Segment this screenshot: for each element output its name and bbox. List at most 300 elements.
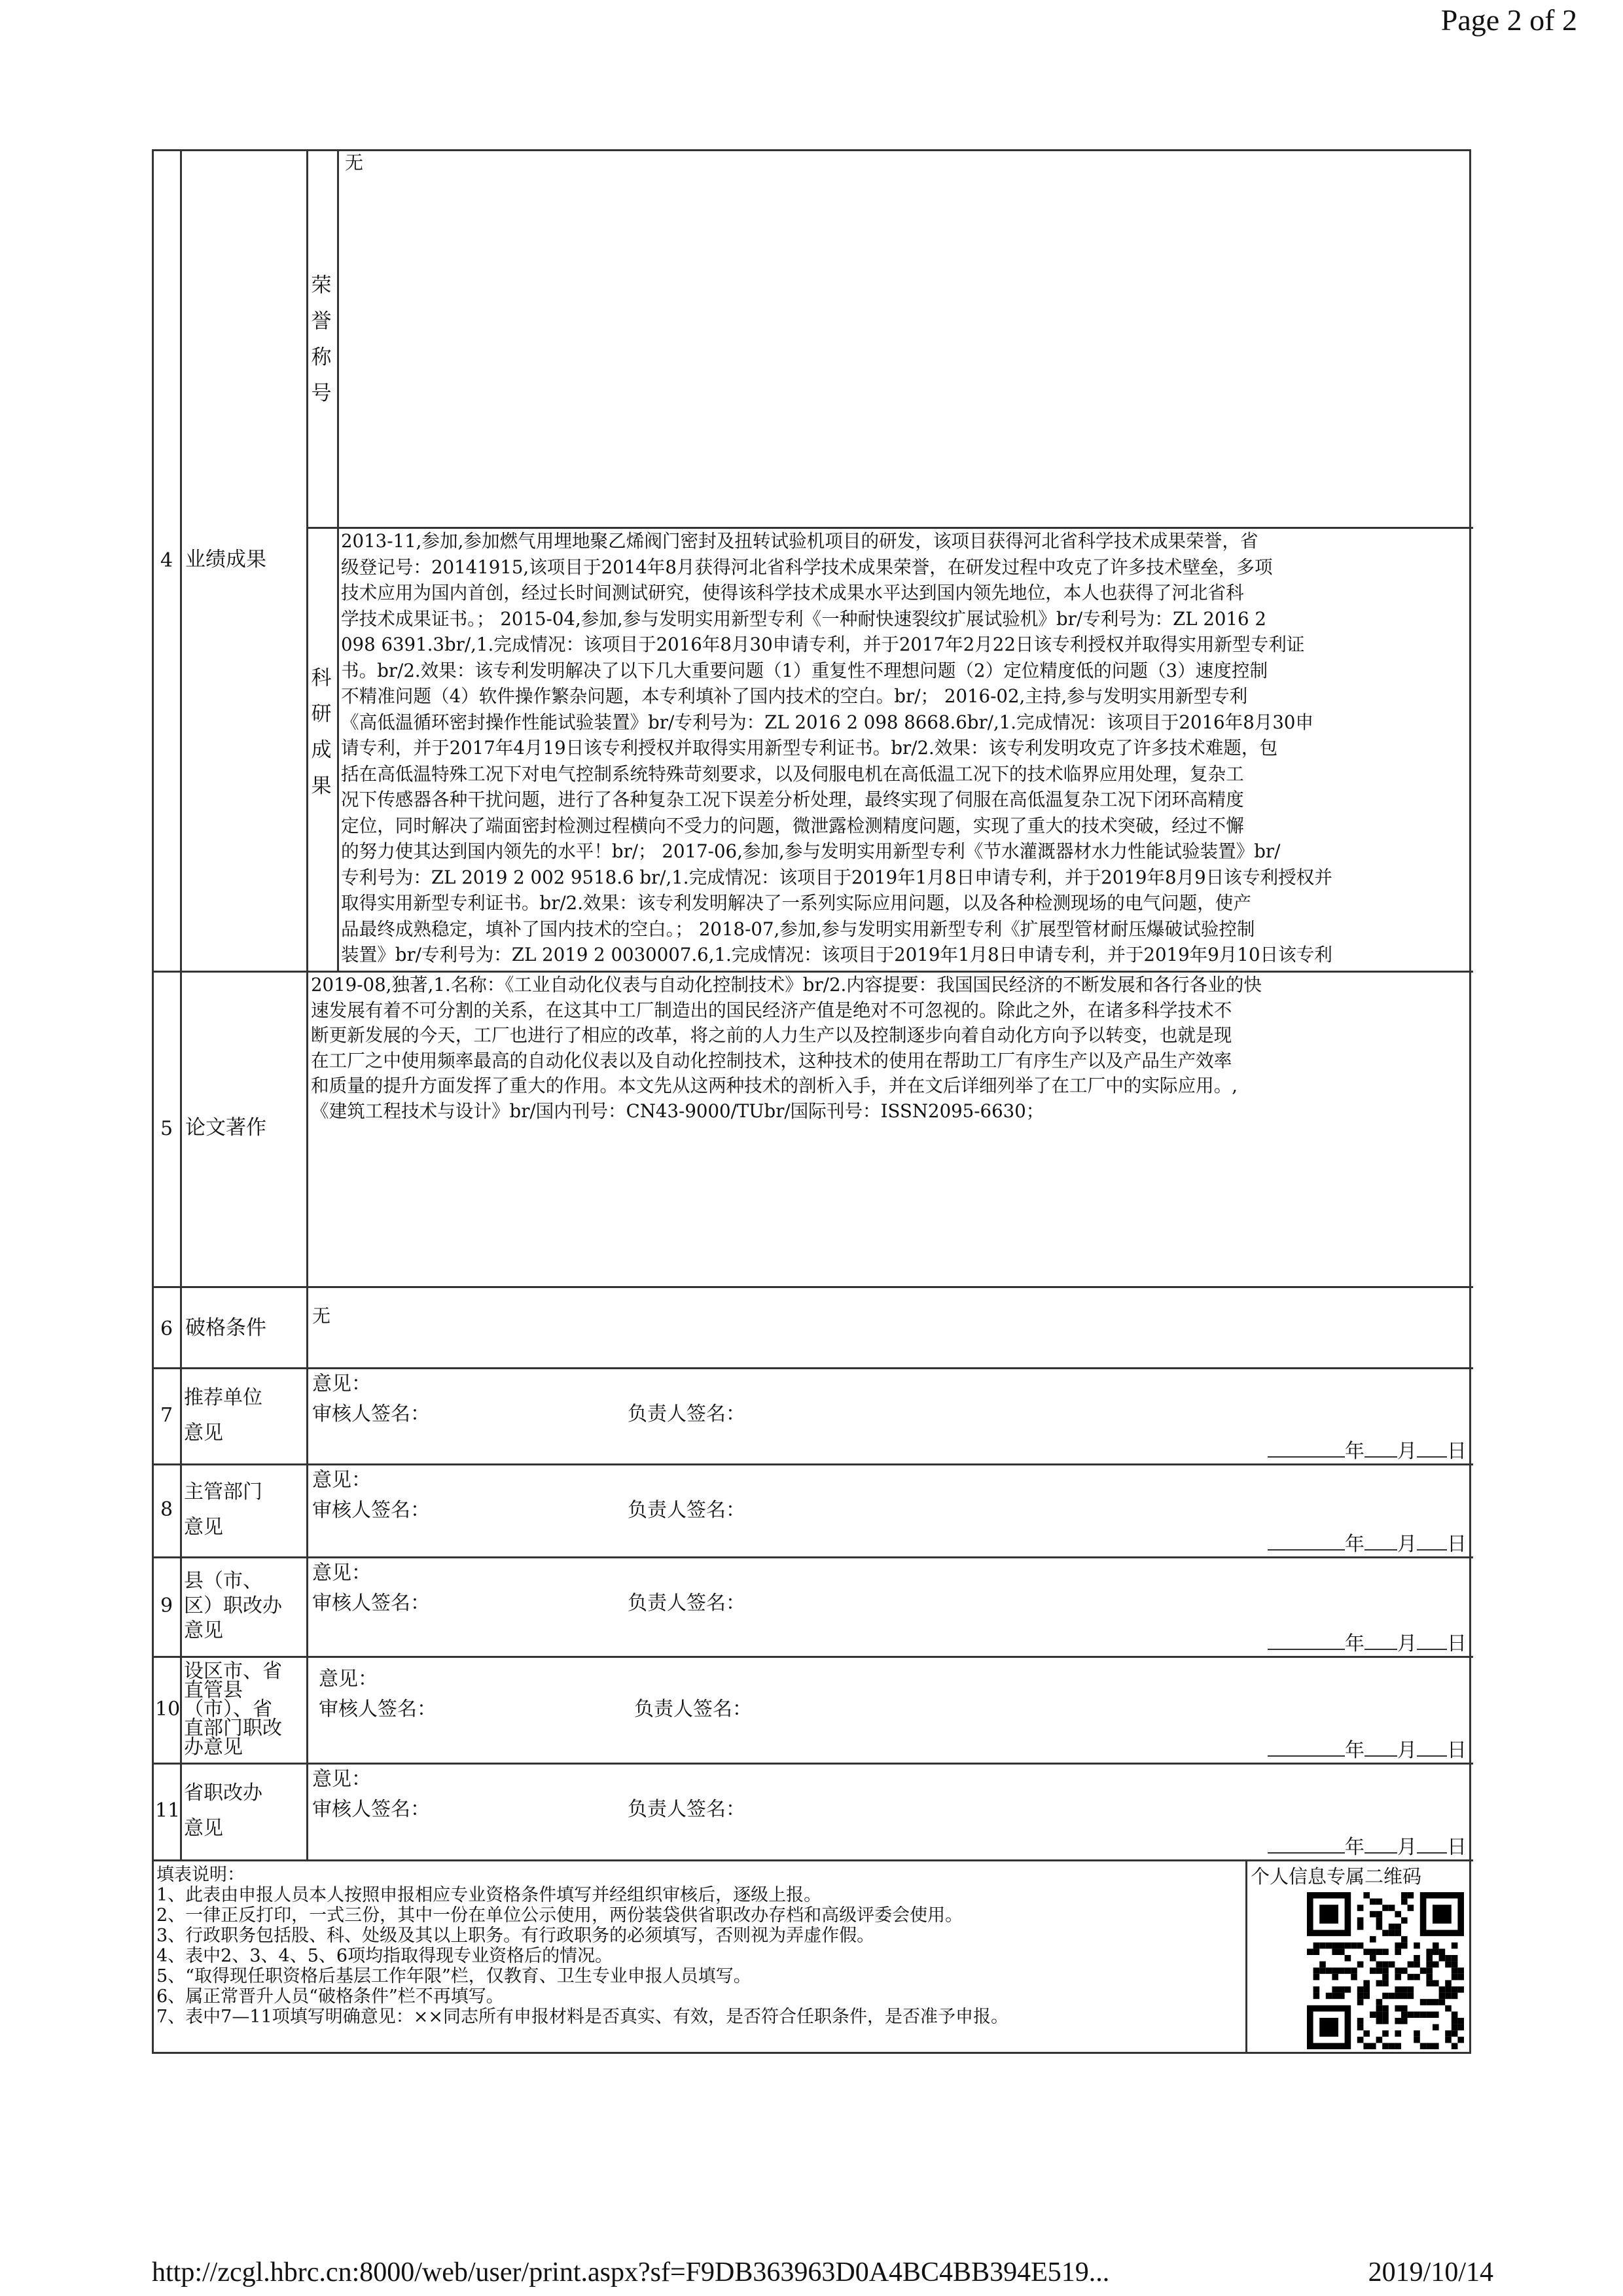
text-line: 2019-08,独著,1.名称：《工业自动化仪表与自动化控制技术》br/2.内容提要：我国国民经济的不断发展和各行各业的快 (311, 974, 1262, 996)
text-line: 的努力使其达到国内领先的水平！br/； 2017-06,参加,参与发明实用新型专利《节水灌溉器材水力性能试验装置》br/ (341, 840, 1281, 862)
qr-module (1338, 1986, 1345, 1993)
date-blank (1417, 1834, 1447, 1854)
row-label (184, 1475, 306, 1545)
date-year-label: 年 (1345, 1533, 1364, 1556)
date-year-label: 年 (1345, 1632, 1364, 1655)
row-number: 7 (160, 1403, 173, 1427)
text-line: 不精准问题（4）软件操作繁杂问题，本专利填补了国内技术的空白。br/； 2016-02,主持,参与发明实用新型专利 (341, 685, 1248, 707)
qr-module (1326, 1967, 1332, 1974)
opinion-label: 意见： (312, 1469, 371, 1492)
row-label (184, 1569, 306, 1643)
qr-module (1445, 2005, 1452, 2012)
qr-module (1408, 1974, 1414, 1981)
qr-module (1389, 1993, 1395, 2000)
qr-module (1376, 1962, 1383, 1968)
qr-module (1313, 1948, 1320, 1955)
row-number: 10 (155, 1697, 181, 1721)
date-year-label: 年 (1345, 1836, 1364, 1859)
application-form-table (152, 149, 1471, 2054)
row-label-exception: 破格条件 (185, 1316, 266, 1340)
text-line: 取得实用新型专利证书。br/2.效果：该专利发明解决了一系列实际应用问题，以及各种检测现场的电气问题，使产 (341, 892, 1251, 914)
qr-module (1452, 2043, 1458, 2049)
qr-module (1401, 1993, 1408, 2000)
qr-module (1389, 1905, 1395, 1911)
honors-content: 无 (345, 152, 364, 173)
qr-module (1382, 2043, 1389, 2049)
qr-module (1395, 1974, 1401, 1981)
qr-module (1457, 1967, 1464, 1974)
qr-module (1382, 2005, 1389, 2012)
date-blank (1364, 1531, 1397, 1551)
qr-module (1345, 1967, 1351, 1974)
row-label-line: 区）职改办 (184, 1594, 282, 1617)
qr-module (1332, 1967, 1338, 1974)
date-blank (1268, 1531, 1345, 1551)
date-month-label: 月 (1397, 1632, 1417, 1655)
qr-module (1382, 2018, 1389, 2024)
opinion-label: 意见： (312, 1372, 371, 1395)
qr-module (1433, 1980, 1439, 1986)
qr-module (1414, 2030, 1420, 2037)
instruction-item: 2、一律正反打印，一式三份，其中一份在单位公示使用，两份装袋供省职改办存档和高级评委会使用。 (156, 1905, 963, 1926)
qr-module (1382, 1993, 1389, 2000)
qr-module (1401, 1936, 1408, 1943)
qr-module (1376, 1924, 1383, 1930)
instructions (156, 1865, 1243, 2027)
opinion-label: 意见： (312, 1768, 371, 1791)
qr-module (1401, 1943, 1408, 1949)
qr-module (1395, 2043, 1401, 2049)
leader-signature-label: 负责人签名： (628, 1403, 745, 1426)
qr-module (1376, 2018, 1383, 2024)
row-label-line: 意见 (184, 1619, 223, 1642)
qr-finder (1433, 1905, 1452, 1924)
text-line: 在工厂之中使用频率最高的自动化仪表以及自动化控制技术，这种技术的使用在帮助工厂有序生产以及产品生产效率 (311, 1049, 1232, 1071)
qr-module (1332, 1948, 1338, 1955)
date-blank (1268, 1438, 1345, 1458)
row-number: 5 (160, 1117, 173, 1140)
qr-module (1389, 1930, 1395, 1937)
row-label-line: 意见 (184, 1817, 223, 1840)
qr-module (1357, 1924, 1364, 1930)
qr-module (1357, 1962, 1364, 1968)
instruction-item: 7、表中7—11项填写明确意见：××同志所有申报材料是否真实、有效，是否符合任职条件，是否准予申报。 (156, 2007, 1008, 2027)
date-blank (1364, 1834, 1397, 1854)
qr-module (1382, 1948, 1389, 1955)
leader-signature-label: 负责人签名： (628, 1499, 745, 1522)
qr-module (1452, 1962, 1458, 1968)
qr-module (1452, 1993, 1458, 2000)
row-label-line: 推荐单位 (184, 1386, 262, 1409)
date-blank (1417, 1630, 1447, 1650)
reviewer-signature-label: 审核人签名： (319, 1698, 437, 1721)
qr-module (1338, 1943, 1345, 1949)
date-day-label: 日 (1447, 1533, 1467, 1556)
qr-finder (1319, 2018, 1338, 2037)
qr-module (1332, 1993, 1338, 2000)
date-blank (1417, 1531, 1447, 1551)
qr-module (1414, 2037, 1420, 2043)
instructions-title: 填表说明： (156, 1865, 245, 1885)
qr-module (1370, 1967, 1376, 1974)
qr-module (1445, 2037, 1452, 2043)
date-year-label: 年 (1345, 1440, 1364, 1463)
research-content (341, 528, 1468, 969)
instruction-item: 4、表中2、3、4、5、6项均指取得现专业资格后的情况。 (156, 1946, 613, 1966)
qr-module (1313, 1993, 1320, 2000)
qr-module (1313, 1974, 1320, 1981)
qr-module (1401, 1917, 1408, 1924)
qr-module (1382, 1962, 1389, 1968)
text-line: 请专利，并于2017年4月19日该专利授权并取得实用新型专利证书。br/2.效果：该专利发明攻克了许多技术难题，包 (341, 737, 1278, 759)
date-line (1268, 1528, 1467, 1556)
date-blank (1268, 1834, 1345, 1854)
date-blank (1364, 1630, 1397, 1650)
qr-module (1433, 1962, 1439, 1968)
footer-url: http://zcgl.hbrc.cn:8000/web/user/print.aspx?sf=F9DB363963D0A4BC4BB394E519... (152, 2257, 1110, 2287)
row-divider-5 (154, 1286, 1473, 1288)
qr-module (1457, 2018, 1464, 2024)
row-number: 9 (160, 1594, 173, 1617)
text-line: 098 6391.3br/,1.完成情况：该项目于2016年8月30申请专利，并于2017年2月22日该专利授权并取得实用新型专利证 (341, 634, 1305, 655)
qr-module (1414, 1962, 1420, 1968)
qr-module (1376, 1967, 1383, 1974)
date-line (1268, 1734, 1467, 1763)
date-line (1268, 1831, 1467, 1859)
qr-module (1401, 1892, 1408, 1899)
qr-module (1452, 1943, 1458, 1949)
qr-module (1395, 1993, 1401, 2000)
qr-module (1332, 1943, 1338, 1949)
qr-module (1395, 2018, 1401, 2024)
qr-module (1414, 1943, 1420, 1949)
qr-module (1439, 1999, 1446, 2005)
date-day-label: 日 (1447, 1739, 1467, 1762)
qr-module (1338, 1993, 1345, 2000)
text-line: 专利号为：ZL 2019 2 002 9518.6 br/,1.完成情况：该项目于2019年1月8日申请专利，并于2019年8月9日该专利授权并 (341, 866, 1332, 888)
date-month-label: 月 (1397, 1440, 1417, 1463)
qr-module (1319, 1962, 1326, 1968)
qr-module (1338, 1948, 1345, 1955)
date-month-label: 月 (1397, 1739, 1417, 1762)
date-blank (1268, 1630, 1345, 1650)
qr-module (1376, 2005, 1383, 2012)
col-divider-label (306, 971, 308, 1859)
qr-module (1395, 1911, 1401, 1918)
qr-module (1395, 1930, 1401, 1937)
qr-module (1445, 2030, 1452, 2037)
qr-module (1445, 1986, 1452, 1993)
qr-module (1426, 1967, 1433, 1974)
qr-module (1395, 1986, 1401, 1993)
qr-module (1370, 1955, 1376, 1962)
date-blank (1364, 1737, 1397, 1757)
qr-module (1433, 1943, 1439, 1949)
qr-module (1408, 2011, 1414, 2018)
qr-module (1414, 2011, 1420, 2018)
qr-module (1338, 1967, 1345, 1974)
qr-module (1319, 1943, 1326, 1949)
qr-module (1345, 1943, 1351, 1949)
qr-module (1433, 2024, 1439, 2031)
row-number: 11 (155, 1799, 181, 1822)
date-blank (1268, 1737, 1345, 1757)
qr-module (1357, 1986, 1364, 1993)
opinion-label: 意见： (312, 1562, 371, 1585)
qr-module (1345, 1986, 1351, 1993)
qr-module (1433, 1999, 1439, 2005)
qr-module (1420, 2043, 1427, 2049)
date-day-label: 日 (1447, 1440, 1467, 1463)
qr-module (1439, 1993, 1446, 2000)
qr-module (1414, 1955, 1420, 1962)
qr-module (1357, 1917, 1364, 1924)
qr-module (1370, 2043, 1376, 2049)
qr-module (1401, 2005, 1408, 2012)
qr-module (1452, 1955, 1458, 1962)
qr-module (1420, 1967, 1427, 1974)
qr-module (1395, 2005, 1401, 2012)
text-line: 2013-11,参加,参加燃气用埋地聚乙烯阀门密封及扭转试验机项目的研发，该项目获得河北省科学技术成果荣誉，省 (341, 530, 1258, 552)
qr-module (1313, 1943, 1320, 1949)
qr-module (1457, 2024, 1464, 2031)
qr-module (1357, 1943, 1364, 1949)
qr-module (1408, 1986, 1414, 1993)
qr-module (1326, 1993, 1332, 2000)
qr-module (1382, 1930, 1389, 1937)
text-line: 定位，同时解决了端面密封检测过程横向不受力的问题，微泄露检测精度问题，实现了重大的技术突破，经过不懈 (341, 814, 1244, 836)
qr-module (1439, 1948, 1446, 1955)
qr-module (1382, 1974, 1389, 1981)
qr-module (1420, 2011, 1427, 2018)
qr-module (1395, 1943, 1401, 1949)
qr-module (1452, 2018, 1458, 2024)
qr-module (1426, 2043, 1433, 2049)
qr-module (1420, 1999, 1427, 2005)
qr-module (1363, 1892, 1370, 1899)
qr-module (1457, 1974, 1464, 1981)
text-line: 速发展有着不可分割的关系，在这其中工厂制造出的国民经济产值是绝对不可忽视的。除此之外，在诸多科学技术不 (311, 999, 1232, 1021)
qr-module (1414, 1974, 1420, 1981)
qr-module (1452, 1974, 1458, 1981)
date-day-label: 日 (1447, 1632, 1467, 1655)
qr-module (1395, 1967, 1401, 1974)
qr-module (1382, 1967, 1389, 1974)
qr-module (1382, 2030, 1389, 2037)
qr-module (1357, 2018, 1364, 2024)
qr-module (1408, 1993, 1414, 2000)
date-line (1268, 1435, 1467, 1463)
row-divider-9 (154, 1656, 1473, 1658)
qr-module (1357, 2037, 1364, 2043)
qr-module (1363, 1980, 1370, 1986)
date-day-label: 日 (1447, 1836, 1467, 1859)
qr-finder (1319, 1905, 1338, 1924)
page-number: Page 2 of 2 (1440, 3, 1577, 37)
qr-module (1345, 1955, 1351, 1962)
row-label (184, 1662, 306, 1757)
qr-module (1408, 1905, 1414, 1911)
date-month-label: 月 (1397, 1836, 1417, 1859)
qr-module (1313, 1986, 1320, 1993)
text-line: 书。br/2.效果：该专利发明解决了以下几大重要问题（1）重复性不理想问题（2）定位精度低的问题（3）速度控制 (341, 659, 1268, 681)
row-label-papers: 论文著作 (185, 1116, 266, 1139)
text-line: 断更新发展的今天，工厂也进行了相应的改革，将之前的人力生产以及控制逐步向着自动化方向予以转变，也就是现 (311, 1024, 1232, 1046)
qr-module (1363, 1993, 1370, 2000)
reviewer-signature-label: 审核人签名： (312, 1798, 430, 1821)
qr-module (1376, 2011, 1383, 2018)
row-label-line: 省职改办 (184, 1782, 262, 1804)
text-line: 况下传感器各种干扰问题，进行了各种复杂工况下误差分析处理，最终实现了伺服在高低温复杂工况下闭环高精度 (341, 789, 1244, 810)
text-line: 《高低温循环密封操作性能试验装置》br/专利号为：ZL 2016 2 098 8668.6br/,1.完成情况：该项目于2016年8月30申 (341, 711, 1314, 733)
qr-module (1357, 2024, 1364, 2031)
qr-module (1382, 1980, 1389, 1986)
qr-module (1332, 1974, 1338, 1981)
qr-module (1457, 1986, 1464, 1993)
qr-module (1426, 1955, 1433, 1962)
row-number: 4 (160, 549, 173, 572)
reviewer-signature-label: 审核人签名： (312, 1592, 430, 1615)
qr-module (1382, 1905, 1389, 1911)
qr-module (1319, 1967, 1326, 1974)
row-label-line: 县（市、 (184, 1570, 262, 1592)
qr-module (1370, 1936, 1376, 1943)
qr-module (1401, 1967, 1408, 1974)
qr-module (1401, 2011, 1408, 2018)
qr-module (1370, 1899, 1376, 1905)
qr-module (1363, 2030, 1370, 2037)
qr-module (1408, 1962, 1414, 1968)
qr-module (1426, 2011, 1433, 2018)
text-line: 品最终成熟稳定，填补了国内技术的空白。； 2018-07,参加,参与发明实用新型专利《扩展型管材耐压爆破试验控制 (341, 918, 1255, 940)
text-line: 学技术成果证书。； 2015-04,参加,参与发明实用新型专利《一种耐快速裂纹扩展试验机》br/专利号为：ZL 2016 2 (341, 607, 1266, 630)
text-line: 括在高低温特殊工况下对电气控制系统特殊苛刻要求，以及伺服电机在高低温工况下的技术临界应用处理，复杂工 (341, 762, 1244, 785)
text-line: 和质量的提升方面发挥了重大的作用。本文先从这两种技术的剖析入手，并在文后详细列举了在工厂中的实际应用。, (311, 1075, 1238, 1096)
row-label-line: 直部门职改 (184, 1717, 282, 1740)
qr-module (1376, 2037, 1383, 2043)
date-month-label: 月 (1397, 1533, 1417, 1556)
leader-signature-label: 负责人签名： (634, 1698, 752, 1721)
date-line (1268, 1627, 1467, 1656)
qr-module (1389, 1962, 1395, 1968)
qr-module (1401, 1986, 1408, 1993)
row-label-line: 设区市、省 (184, 1660, 282, 1683)
qr-module (1382, 2011, 1389, 2018)
qr-module (1370, 1948, 1376, 1955)
instruction-item: 1、此表由申报人员本人按照申报相应专业资格条件填写并经组织审核后，逐级上报。 (156, 1885, 822, 1905)
text-line: 《建筑工程技术与设计》br/国内刊号：CN43-9000/TUbr/国际刊号：ISSN2095-6630； (311, 1100, 1044, 1122)
row-label-line: 直管县 (184, 1679, 243, 1702)
sub-label-honors: 荣誉称号 (311, 274, 332, 405)
text-line: 装置》br/专利号为：ZL 2019 2 0030007.6,1.完成情况：该项目于2019年1月8日申请专利，并于2019年9月10日该专利 (341, 944, 1332, 965)
instruction-item: 5、“取得现任职资格后基层工作年限”栏，仅教育、卫生专业申报人员填写。 (156, 1966, 751, 1986)
qr-module (1426, 1974, 1433, 1981)
qr-module (1433, 1948, 1439, 1955)
qr-module (1445, 1980, 1452, 1986)
qr-caption: 个人信息专属二维码 (1251, 1865, 1422, 1888)
leader-signature-label: 负责人签名： (628, 1592, 745, 1615)
qr-module (1307, 1948, 1313, 1955)
qr-module (1426, 1962, 1433, 1968)
qr-module (1376, 1948, 1383, 1955)
qr-module (1351, 1974, 1357, 1981)
personal-qr-code (1307, 1892, 1464, 2049)
qr-module (1445, 1955, 1452, 1962)
qr-module (1389, 1924, 1395, 1930)
qr-module (1357, 1999, 1364, 2005)
qr-module (1313, 1967, 1320, 1974)
text-line: 技术应用为国内首创，经过长时间测试研究，使得该科学技术成果水平达到国内领先地位，本人也获得了河北省科 (341, 582, 1244, 603)
qr-module (1395, 1948, 1401, 1955)
qr-module (1326, 1943, 1332, 1949)
qr-module (1376, 1899, 1383, 1905)
qr-module (1376, 1980, 1383, 1986)
qr-module (1452, 2024, 1458, 2031)
row-label-line: 意见 (184, 1421, 223, 1444)
row-label (184, 1380, 306, 1451)
row-number: 8 (160, 1498, 173, 1521)
footer-date: 2019/10/14 (1368, 2257, 1493, 2287)
qr-module (1363, 1948, 1370, 1955)
text-line: 级登记号：20141915,该项目于2014年8月获得河北省科学技术成果荣誉，在研发过程中攻克了许多技术壁垒，多项 (341, 556, 1273, 578)
qr-module (1452, 2030, 1458, 2037)
instruction-item: 3、行政职务包括股、科、处级及其以上职务。有行政职务的必须填写，否则视为弄虚作假。 (156, 1926, 875, 1946)
qr-module (1426, 1980, 1433, 1986)
reviewer-signature-label: 审核人签名： (312, 1403, 430, 1426)
qr-module (1370, 1911, 1376, 1918)
exception-content: 无 (312, 1305, 331, 1327)
qr-module (1357, 1905, 1364, 1911)
qr-module (1351, 1943, 1357, 1949)
qr-module (1426, 1948, 1433, 1955)
qr-module (1357, 1993, 1364, 2000)
qr-module (1433, 2043, 1439, 2049)
col-divider-number (180, 151, 182, 1859)
row-label-line: 办意见 (184, 1736, 243, 1759)
row-label-achievements: 业绩成果 (185, 548, 266, 571)
qr-module (1363, 1986, 1370, 1993)
date-year-label: 年 (1345, 1739, 1364, 1762)
row-divider-11 (154, 1859, 1473, 1861)
qr-module (1445, 1962, 1452, 1968)
qr-module (1401, 2018, 1408, 2024)
date-blank (1417, 1438, 1447, 1458)
qr-module (1452, 1967, 1458, 1974)
papers-content (311, 973, 1469, 1284)
date-blank (1417, 1737, 1447, 1757)
qr-module (1439, 1955, 1446, 1962)
row-label-line: 意见 (184, 1516, 223, 1539)
qr-module (1376, 1999, 1383, 2005)
opinion-label: 意见： (319, 1668, 378, 1691)
row-label-line: 主管部门 (184, 1480, 262, 1503)
qr-module (1433, 2011, 1439, 2018)
col-divider-subcategory (337, 151, 339, 971)
qr-module (1389, 2043, 1395, 2049)
instruction-item: 6、属正常晋升人员“破格条件”栏不再填写。 (156, 1986, 504, 2007)
qr-module (1452, 1986, 1458, 1993)
qr-module (1376, 1917, 1383, 1924)
qr-module (1452, 2011, 1458, 2018)
qr-module (1445, 1993, 1452, 2000)
qr-module (1439, 1986, 1446, 1993)
row-label (184, 1776, 306, 1846)
qr-module (1332, 1986, 1338, 1993)
qr-module (1426, 1999, 1433, 2005)
qr-module (1401, 1899, 1408, 1905)
col-divider-qr (1245, 1859, 1247, 2052)
reviewer-signature-label: 审核人签名： (312, 1499, 430, 1522)
